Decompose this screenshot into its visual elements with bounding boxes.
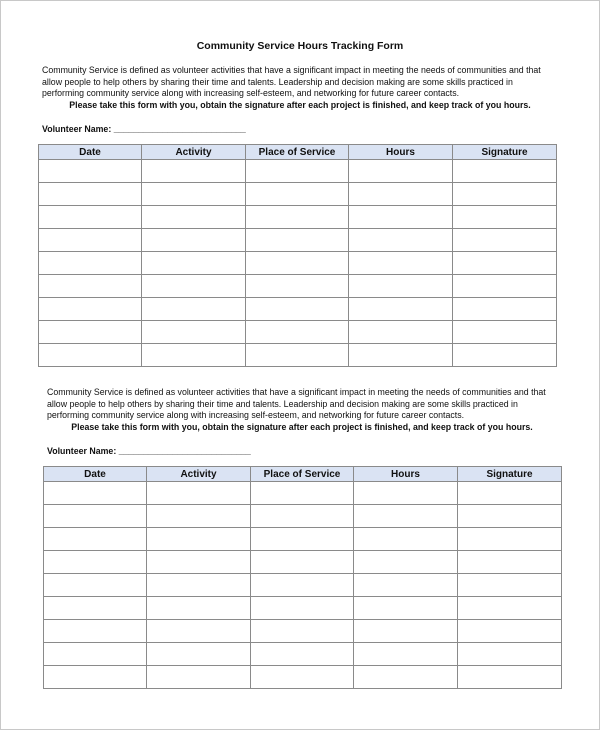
- cell[interactable]: [147, 643, 251, 666]
- cell[interactable]: [39, 206, 142, 229]
- cell[interactable]: [44, 528, 147, 551]
- cell[interactable]: [142, 206, 246, 229]
- table-row: [44, 528, 562, 551]
- table-row: [44, 620, 562, 643]
- col-header-hours: Hours: [354, 467, 458, 482]
- cell[interactable]: [354, 643, 458, 666]
- form-title: Community Service Hours Tracking Form: [196, 40, 404, 52]
- table-row: [44, 643, 562, 666]
- cell[interactable]: [44, 643, 147, 666]
- cell[interactable]: [458, 482, 562, 505]
- cell[interactable]: [453, 206, 557, 229]
- hours-table-2: [43, 466, 562, 689]
- cell[interactable]: [44, 666, 147, 689]
- cell[interactable]: [147, 597, 251, 620]
- cell[interactable]: [147, 482, 251, 505]
- table-row: [44, 597, 562, 620]
- intro-text-1: [42, 65, 558, 120]
- cell[interactable]: [354, 597, 458, 620]
- instruction-note: Please take this form with you, obtain the signature after each project is finished, and keep track of you hours.: [71, 421, 533, 432]
- cell[interactable]: [251, 666, 354, 689]
- cell[interactable]: [349, 298, 453, 321]
- cell[interactable]: [251, 643, 354, 666]
- intro-line: allow people to help others by sharing their time and talents. Leadership and decision making are some skills practiced in: [42, 76, 513, 87]
- table-row: [44, 574, 562, 597]
- intro-line: allow people to help others by sharing their time and talents. Leadership and decision making are some skills practiced in: [47, 398, 518, 409]
- col-header-signature: Signature: [458, 467, 562, 482]
- cell[interactable]: [458, 620, 562, 643]
- cell[interactable]: [147, 528, 251, 551]
- cell[interactable]: [142, 252, 246, 275]
- cell[interactable]: [44, 482, 147, 505]
- cell[interactable]: [251, 505, 354, 528]
- table-row: [44, 666, 562, 689]
- cell[interactable]: [142, 183, 246, 206]
- cell[interactable]: [246, 206, 349, 229]
- cell[interactable]: [147, 666, 251, 689]
- cell[interactable]: [39, 252, 142, 275]
- cell[interactable]: [44, 551, 147, 574]
- cell[interactable]: [39, 183, 142, 206]
- cell[interactable]: [453, 344, 557, 367]
- cell[interactable]: [246, 160, 349, 183]
- cell[interactable]: [44, 620, 147, 643]
- cell[interactable]: [246, 344, 349, 367]
- cell[interactable]: [39, 160, 142, 183]
- cell[interactable]: [44, 505, 147, 528]
- intro-line: Community Service is defined as volunteer activities that have a significant impact in meeting the needs of communities and that: [42, 65, 541, 75]
- cell[interactable]: [458, 643, 562, 666]
- cell[interactable]: [142, 298, 246, 321]
- table-row: [39, 298, 557, 321]
- col-header-place: Place of Service: [246, 145, 349, 160]
- cell[interactable]: [142, 321, 246, 344]
- cell[interactable]: [147, 505, 251, 528]
- table-row: [44, 551, 562, 574]
- table-header-row: [44, 467, 562, 482]
- cell[interactable]: [44, 574, 147, 597]
- cell[interactable]: [354, 528, 458, 551]
- cell[interactable]: [458, 528, 562, 551]
- cell[interactable]: [453, 298, 557, 321]
- cell[interactable]: [251, 620, 354, 643]
- intro-line: performing community service along with increasing self-esteem, and networking for future career contacts.: [42, 88, 460, 98]
- cell[interactable]: [354, 551, 458, 574]
- col-header-activity: Activity: [147, 467, 251, 482]
- table-row: [39, 229, 557, 252]
- cell[interactable]: [453, 160, 557, 183]
- cell[interactable]: [246, 298, 349, 321]
- cell[interactable]: [453, 229, 557, 252]
- cell[interactable]: [39, 344, 142, 367]
- col-header-activity: Activity: [142, 145, 246, 160]
- cell[interactable]: [458, 597, 562, 620]
- cell[interactable]: [246, 321, 349, 344]
- cell[interactable]: [147, 620, 251, 643]
- intro-line: Community Service is defined as volunteer activities that have a significant impact in meeting the needs of communities and that: [47, 387, 546, 397]
- table-row: [39, 160, 557, 183]
- cell[interactable]: [251, 574, 354, 597]
- cell[interactable]: [246, 252, 349, 275]
- cell[interactable]: [39, 321, 142, 344]
- cell[interactable]: [354, 482, 458, 505]
- cell[interactable]: [251, 551, 354, 574]
- cell[interactable]: [39, 229, 142, 252]
- cell[interactable]: [251, 528, 354, 551]
- cell[interactable]: [349, 206, 453, 229]
- table-row: [44, 505, 562, 528]
- cell[interactable]: [142, 275, 246, 298]
- col-header-date: Date: [44, 467, 147, 482]
- cell[interactable]: [147, 574, 251, 597]
- cell[interactable]: [453, 275, 557, 298]
- cell[interactable]: [354, 620, 458, 643]
- cell[interactable]: [147, 551, 251, 574]
- table-row: [39, 321, 557, 344]
- cell[interactable]: [354, 666, 458, 689]
- cell[interactable]: [354, 574, 458, 597]
- cell[interactable]: [246, 183, 349, 206]
- cell[interactable]: [251, 597, 354, 620]
- table-row: [39, 275, 557, 298]
- hours-table-1: [38, 144, 557, 367]
- cell[interactable]: [349, 344, 453, 367]
- cell[interactable]: [142, 160, 246, 183]
- instruction-note: Please take this form with you, obtain the signature after each project is finished, and keep track of you hours.: [69, 99, 531, 110]
- volunteer-name-field[interactable]: Volunteer Name: ___________________________: [47, 446, 251, 456]
- cell[interactable]: [246, 229, 349, 252]
- cell[interactable]: [251, 482, 354, 505]
- cell[interactable]: [246, 275, 349, 298]
- cell[interactable]: [349, 275, 453, 298]
- cell[interactable]: [453, 183, 557, 206]
- cell[interactable]: [453, 252, 557, 275]
- cell[interactable]: [458, 505, 562, 528]
- cell[interactable]: [349, 229, 453, 252]
- cell[interactable]: [349, 321, 453, 344]
- col-header-place: Place of Service: [251, 467, 354, 482]
- table-row: [39, 344, 557, 367]
- table-row: [39, 183, 557, 206]
- table-row: [39, 206, 557, 229]
- cell[interactable]: [458, 666, 562, 689]
- cell[interactable]: [458, 551, 562, 574]
- col-header-date: Date: [39, 145, 142, 160]
- cell[interactable]: [142, 344, 246, 367]
- cell[interactable]: [349, 160, 453, 183]
- intro-line: performing community service along with increasing self-esteem, and networking for future career contacts.: [47, 410, 465, 420]
- col-header-signature: Signature: [453, 145, 557, 160]
- cell[interactable]: [453, 321, 557, 344]
- table-row: [44, 482, 562, 505]
- cell[interactable]: [142, 229, 246, 252]
- col-header-hours: Hours: [349, 145, 453, 160]
- intro-text-2: [47, 387, 557, 442]
- cell[interactable]: [458, 574, 562, 597]
- cell[interactable]: [39, 275, 142, 298]
- cell[interactable]: [44, 597, 147, 620]
- cell[interactable]: [39, 298, 142, 321]
- cell[interactable]: [349, 252, 453, 275]
- table-row: [39, 252, 557, 275]
- table-header-row: [39, 145, 557, 160]
- volunteer-name-field[interactable]: Volunteer Name: ___________________________: [42, 124, 246, 134]
- cell[interactable]: [354, 505, 458, 528]
- cell[interactable]: [349, 183, 453, 206]
